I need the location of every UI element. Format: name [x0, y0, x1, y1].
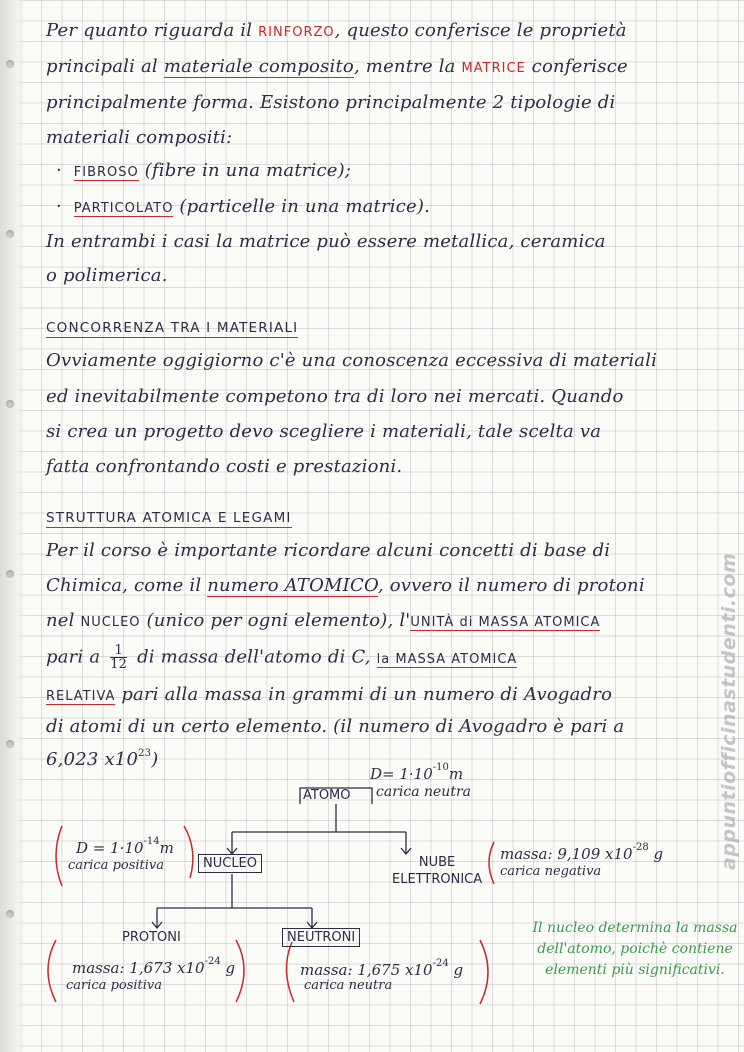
text-line: Per il corso è importante ricordare alcuni concetti di base di — [46, 540, 611, 561]
protons-charge: carica positiva — [66, 978, 163, 993]
text-line: ed inevitabilmente competono tra di loro nei mercati. Quando — [46, 386, 624, 407]
electron-charge: carica negativa — [500, 864, 602, 879]
electron-cloud-label: NUBE ELETTRONICA — [392, 855, 483, 887]
term-unita-massa-atomica: UNITÀ di MASSA ATOMICA — [410, 615, 601, 630]
text-line: principalmente forma. Esistono principalmente 2 tipologie di — [46, 92, 616, 113]
nucleus-diameter: $D = 1\cdot 10^{-14}m$ — [76, 836, 174, 857]
term-nucleo: NUCLEO — [80, 615, 141, 630]
atom-diameter: $D= 1\cdot 10^{-10}m$ — [370, 762, 464, 783]
term-numero-atomico: numero ATOMICO — [207, 575, 378, 596]
term-particolato: PARTICOLATO — [73, 201, 174, 216]
neutrons-mass: massa: 1,675 $x10^{-24}$ g — [300, 958, 464, 979]
text-line: o polimerica. — [46, 265, 168, 286]
neutrons-charge: carica neutra — [304, 978, 393, 993]
watermark: appuntiofficinastudenti.com — [718, 552, 740, 870]
section-heading: CONCORRENZA TRA I MATERIALI — [46, 320, 299, 336]
neutrons-label: NEUTRONI — [282, 928, 360, 947]
text-line: Chimica, come il numero ATOMICO, ovvero il numero di protoni — [46, 575, 645, 596]
list-item: · PARTICOLATO (particelle in una matrice). — [56, 196, 431, 217]
electron-mass: massa: 9,109 $x10^{-28}$ g — [500, 842, 664, 863]
list-item: · FIBROSO (fibre in una matrice); — [56, 160, 352, 181]
term-fibroso: FIBROSO — [73, 165, 139, 180]
text-line: RELATIVA pari alla massa in grammi di un numero di Avogadro — [46, 684, 613, 705]
side-note: Il nucleo determina la massa dell'atomo, poichè contiene elementi più significativi. — [532, 920, 738, 978]
term-matrice: MATRICE — [461, 61, 526, 76]
text-line: fatta confrontando costi e prestazioni. — [46, 456, 403, 477]
text-line: di atomi di un certo elemento. (il numero di Avogadro è pari a — [46, 716, 625, 737]
text-line: si crea un progetto devo scegliere i materiali, tale scelta va — [46, 421, 602, 442]
text-line: nel NUCLEO (unico per ogni elemento), l'UNITÀ di MASSA ATOMICA — [46, 610, 601, 631]
atom-label: ATOMO — [303, 788, 351, 803]
bracket-left — [56, 826, 62, 886]
text-line: Ovviamente oggigiorno c'è una conoscenza eccessiva di materiali — [46, 350, 658, 371]
term-relativa: RELATIVA — [46, 689, 116, 704]
text-line: Per quanto riguarda il RINFORZO, questo conferisce le proprietà — [46, 20, 627, 41]
term-rinforzo: RINFORZO — [258, 25, 335, 40]
protons-mass: massa: 1,673 $x10^{-24}$ g — [72, 956, 236, 977]
fraction: $\frac{1}{12}$ — [110, 643, 128, 672]
text-line: principali al materiale composito, mentre la MATRICE conferisce — [46, 56, 628, 77]
term-massa-atomica: la MASSA ATOMICA — [376, 651, 518, 667]
text-line: 6,023 $x10^{23}$) — [46, 748, 159, 770]
protons-label: PROTONI — [122, 930, 181, 945]
term-materiale-composito: materiale composito — [163, 56, 354, 77]
nucleus-label: NUCLEO — [198, 854, 262, 873]
text-line: In entrambi i casi la matrice può essere metallica, ceramica — [46, 231, 606, 252]
text-line: materiali compositi: — [46, 127, 233, 148]
nucleus-charge: carica positiva — [68, 858, 165, 873]
text-line: pari a $\frac{1}{12}$ di massa dell'atomo di C, la MASSA ATOMICA — [46, 643, 518, 672]
atom-charge: carica neutra — [376, 784, 471, 800]
section-heading: STRUTTURA ATOMICA E LEGAMI — [46, 510, 292, 526]
